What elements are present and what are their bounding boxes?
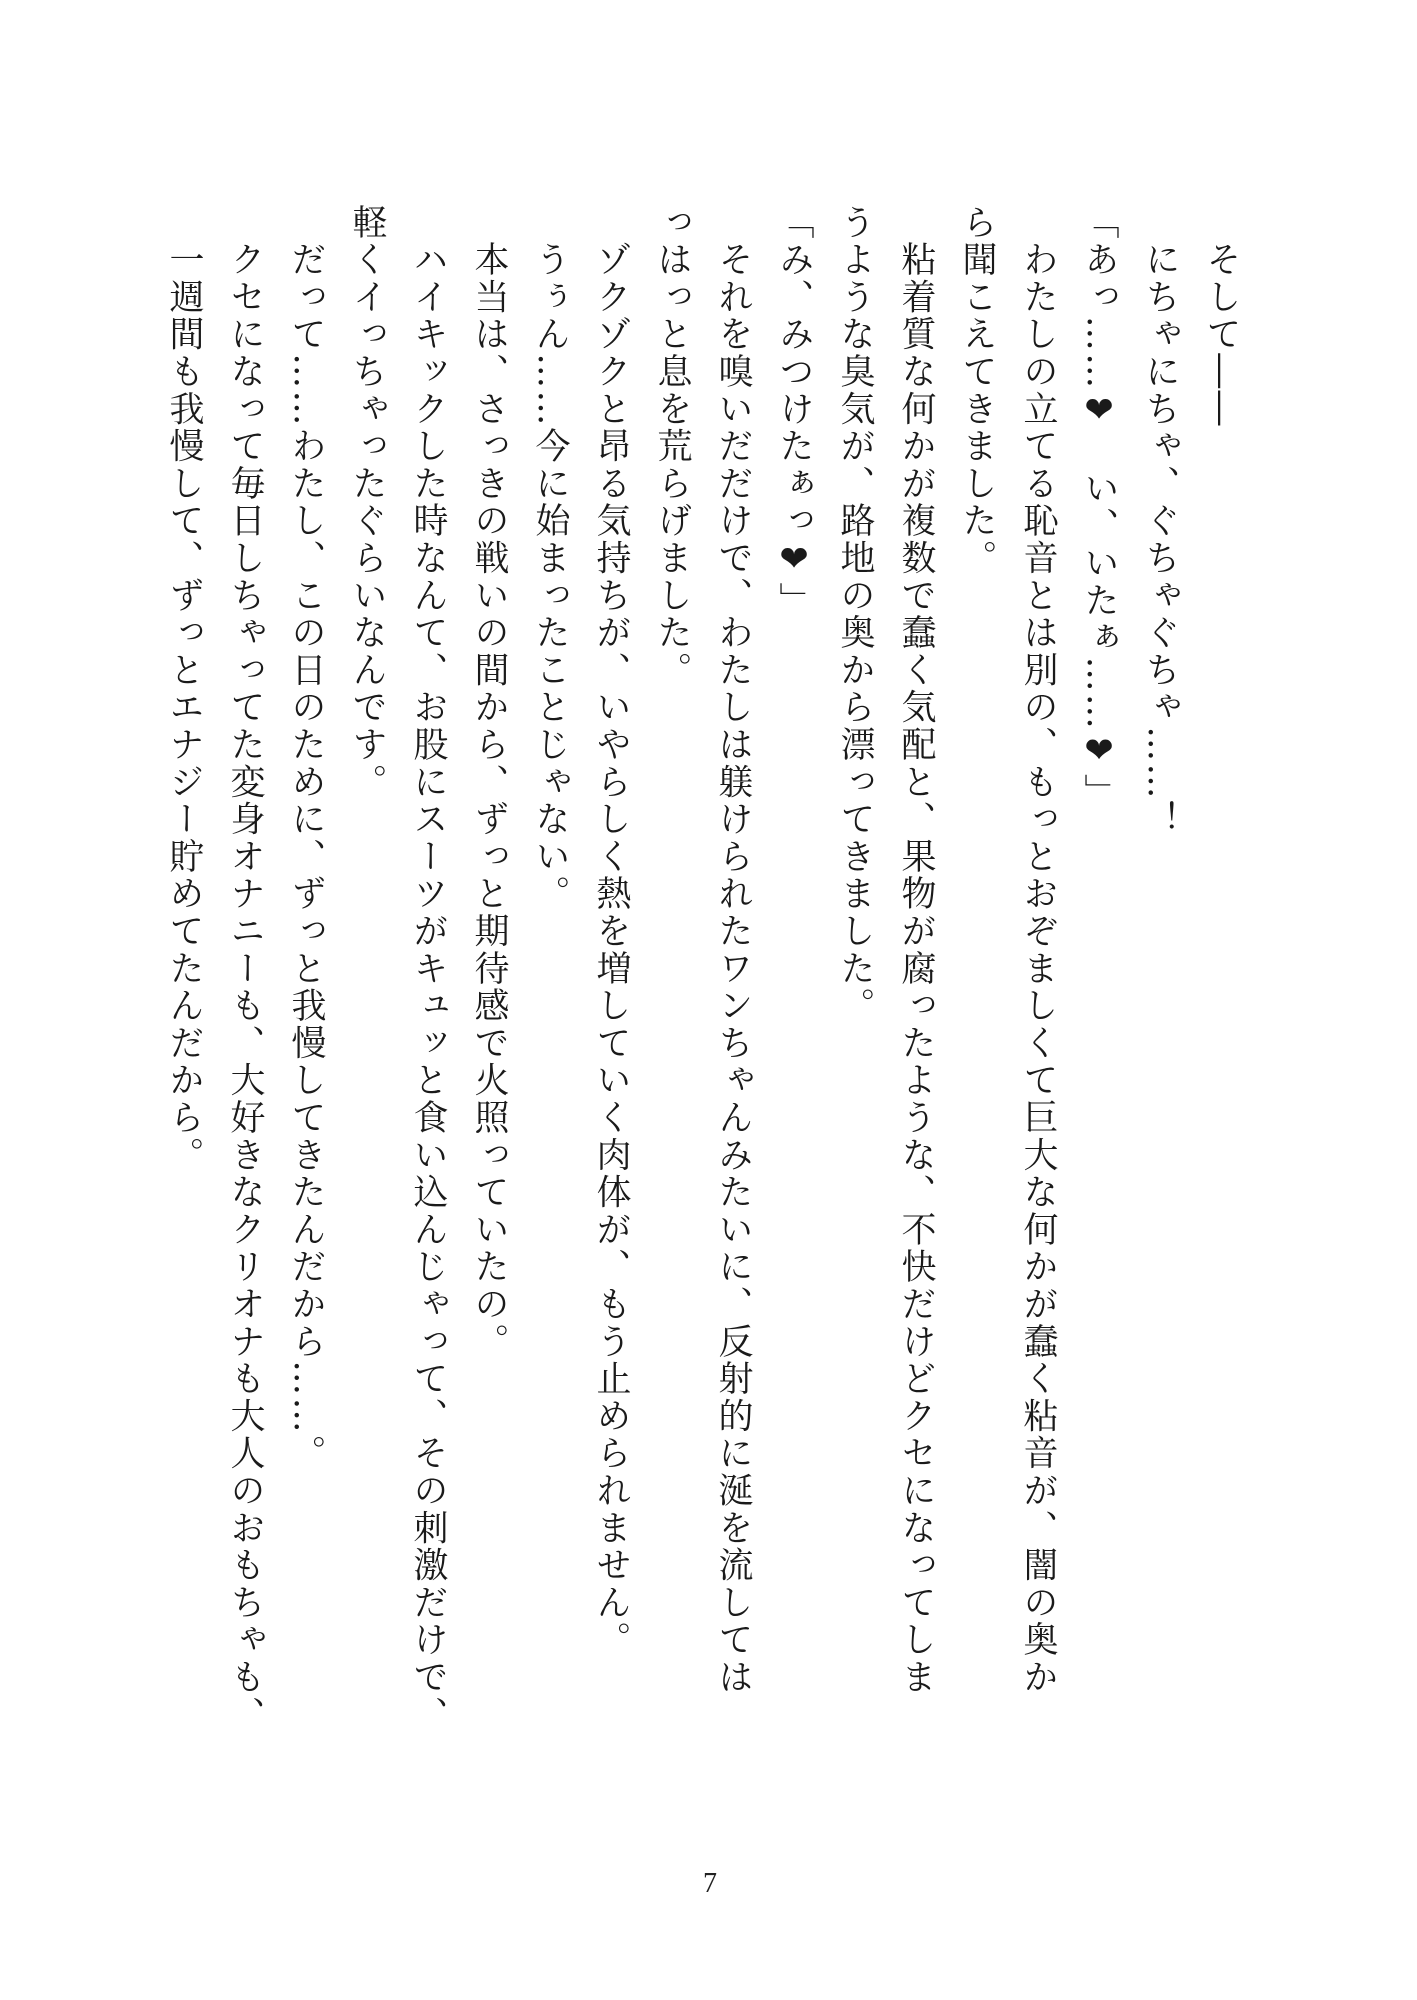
text-line: クセになって毎日しちゃってた変身オナニーも、大好きなクリオナも大人のおもちゃも、 <box>225 204 265 1734</box>
text-line: っはっと息を荒らげました。 <box>652 204 692 689</box>
text-line: 軽くイっちゃったぐらいなんです。 <box>347 204 387 801</box>
text-line: 一週間も我慢して、ずっとエナジー貯めてたんだから。 <box>164 204 204 1174</box>
page-number: 7 <box>703 1868 717 1899</box>
text-line: だって……わたし、この日のために、ずっと我慢してきたんだから……。 <box>286 204 326 1473</box>
text-line: ら聞こえてきました。 <box>957 204 997 577</box>
text-line: うような臭気が、路地の奥から漂ってきました。 <box>835 204 875 1025</box>
text-line: わたしの立てる恥音とは別の、もっとおぞましくて巨大な何かが蠢く粘音が、闇の奥か <box>1018 204 1058 1696</box>
text-line: そして―― <box>1201 204 1241 428</box>
text-line: ハイキックした時なんて、お股にスーツがキュッと食い込んじゃって、その刺激だけで、 <box>408 204 448 1734</box>
text-line: うぅん……今に始まったことじゃない。 <box>530 204 570 913</box>
text-line: 粘着質な何かが複数で蠢く気配と、果物が腐ったような、不快だけどクセになってしま <box>896 204 936 1696</box>
text-line: 「み、みつけたぁっ❤」 <box>774 204 814 620</box>
text-line: にちゃにちゃ、ぐちゃぐちゃ……！ <box>1140 204 1180 839</box>
text-line: 「あっ……❤ い、いたぁ……❤」 <box>1079 204 1119 811</box>
text-line: 本当は、さっきの戦いの間から、ずっと期待感で火照っていたの。 <box>469 204 509 1361</box>
vertical-text-body <box>153 204 1251 1734</box>
text-line: ゾクゾクと昂る気持ちが、いやらしく熱を増していく肉体が、もう止められません。 <box>591 204 631 1659</box>
text-line: それを嗅いだだけで、わたしは躾けられたワンちゃんみたいに、反射的に涎を流しては <box>713 204 753 1696</box>
